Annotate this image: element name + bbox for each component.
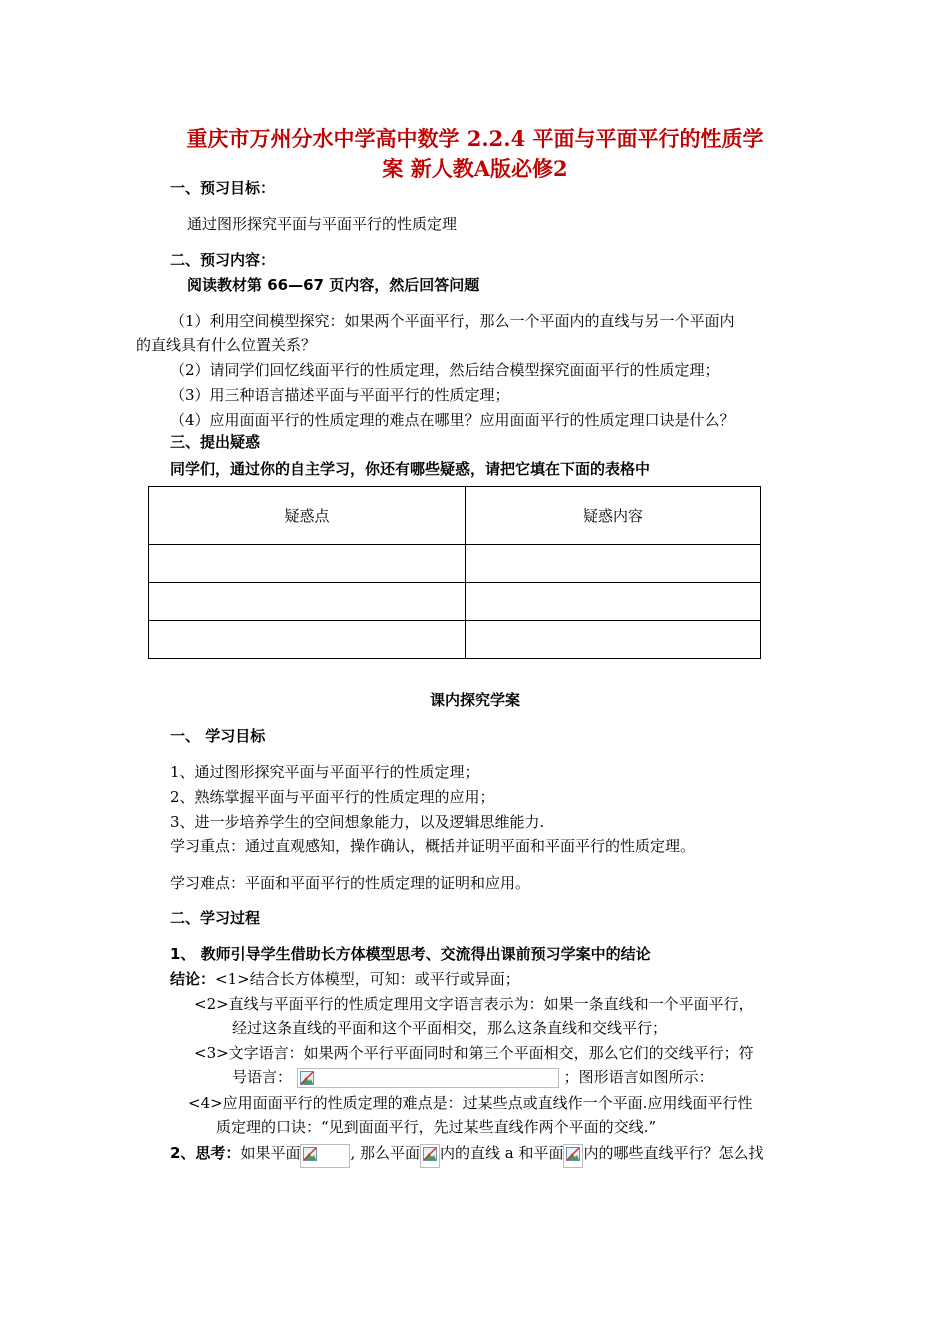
conclusion-3-line2	[232, 1066, 714, 1088]
graphic-language-label: ；图形语言如图所示：	[563, 1068, 714, 1086]
table-row	[149, 621, 761, 659]
inclass-goal-heading: 一、 学习目标	[170, 727, 266, 745]
conclusion-3-line1: <3>文字语言：如果两个平行平面同时和第三个平面相交，那么它们的交线平行；符	[194, 1044, 754, 1062]
process-heading: 二、学习过程	[170, 909, 261, 927]
think-text-a: 如果平面	[240, 1144, 301, 1162]
question-4: （4）应用面面平行的性质定理的难点在哪里？应用面面平行的性质定理口诀是什么？	[170, 411, 735, 429]
inclass-goal-1: 1、通过图形探究平面与平面平行的性质定理；	[170, 763, 480, 781]
table-header-row	[149, 487, 761, 545]
preview-goal-text: 通过图形探究平面与平面平行的性质定理	[187, 215, 458, 233]
document-title-line1: 重庆市万州分水中学高中数学 2.2.4 平面与平面平行的性质学	[186, 126, 764, 151]
formula-image-placeholder	[297, 1068, 559, 1088]
plane-symbol-placeholder	[420, 1144, 440, 1168]
table-header-doubt-content: 疑惑内容	[466, 487, 761, 545]
conclusion-2-line2: 经过这条直线的平面和这个平面相交，那么这条直线和交线平行；	[232, 1019, 668, 1037]
doubt-intro: 同学们，通过你的自主学习，你还有哪些疑惑，请把它填在下面的表格中	[170, 460, 651, 478]
broken-image-icon	[566, 1147, 580, 1161]
key-point: 学习重点：通过直观感知，操作确认，概括并证明平面和平面平行的性质定理。	[170, 837, 696, 855]
difficulty: 学习难点：平面和平面平行的性质定理的证明和应用。	[170, 874, 531, 892]
think-line	[170, 1142, 764, 1168]
broken-image-icon	[303, 1147, 317, 1161]
think-text-c: 内的直线 a 和平面	[440, 1144, 564, 1162]
inclass-goal-2: 2、熟练掌握平面与平面平行的性质定理的应用；	[170, 788, 495, 806]
question-3: （3）用三种语言描述平面与平面平行的性质定理；	[170, 386, 510, 404]
table-row	[149, 545, 761, 583]
question-1-line1: （1）利用空间模型探究：如果两个平面平行，那么一个平面内的直线与另一个平面内	[170, 312, 735, 330]
document-title-line2: 案 新人教A版必修2	[382, 156, 568, 181]
preview-content-heading: 二、预习内容：	[170, 251, 276, 269]
table-cell[interactable]	[466, 583, 761, 621]
symbol-language-label: 号语言：	[232, 1068, 293, 1086]
broken-image-icon	[300, 1071, 314, 1085]
plane-formula-placeholder	[300, 1144, 350, 1168]
conclusion-1-text: <1>结合长方体模型，可知：或平行或异面；	[215, 970, 520, 988]
think-text-d: 内的哪些直线平行？怎么找	[583, 1144, 764, 1162]
table-cell[interactable]	[466, 621, 761, 659]
conclusion-4-line1: <4>应用面面平行的性质定理的难点是：过某些点或直线作一个平面.应用线面平行性	[188, 1094, 753, 1112]
table-cell[interactable]	[149, 545, 466, 583]
conclusion-2-line1: <2>直线与平面平行的性质定理用文字语言表示为：如果一条直线和一个平面平行，	[194, 995, 754, 1013]
table-cell[interactable]	[149, 583, 466, 621]
table-cell[interactable]	[149, 621, 466, 659]
table-cell[interactable]	[466, 545, 761, 583]
plane-symbol-placeholder	[563, 1144, 583, 1168]
inclass-goal-3: 3、进一步培养学生的空间想象能力，以及逻辑思维能力.	[170, 813, 545, 831]
think-label: 2、思考：	[170, 1144, 241, 1162]
conclusion-1	[170, 968, 520, 989]
think-text-b: , 那么平面	[350, 1144, 420, 1162]
conclusion-4-line2: 质定理的口诀：“见到面面平行，先过某些直线作两个平面的交线.”	[216, 1118, 657, 1136]
doubt-heading: 三、提出疑惑	[170, 433, 261, 451]
doubt-table	[148, 486, 761, 659]
process-step-1: 1、 教师引导学生借助长方体模型思考、交流得出课前预习学案中的结论	[170, 945, 651, 963]
table-row	[149, 583, 761, 621]
conclusion-label: 结论：	[170, 970, 216, 988]
preview-goal-heading: 一、预习目标：	[170, 179, 276, 197]
broken-image-icon	[423, 1147, 437, 1161]
question-1-line2: 的直线具有什么位置关系？	[136, 336, 317, 354]
preview-content-intro: 阅读教材第 66—67 页内容，然后回答问题	[187, 276, 480, 294]
table-header-doubt-point: 疑惑点	[149, 487, 466, 545]
question-2: （2）请同学们回忆线面平行的性质定理，然后结合模型探究面面平行的性质定理；	[170, 361, 720, 379]
inclass-heading: 课内探究学案	[429, 691, 520, 709]
